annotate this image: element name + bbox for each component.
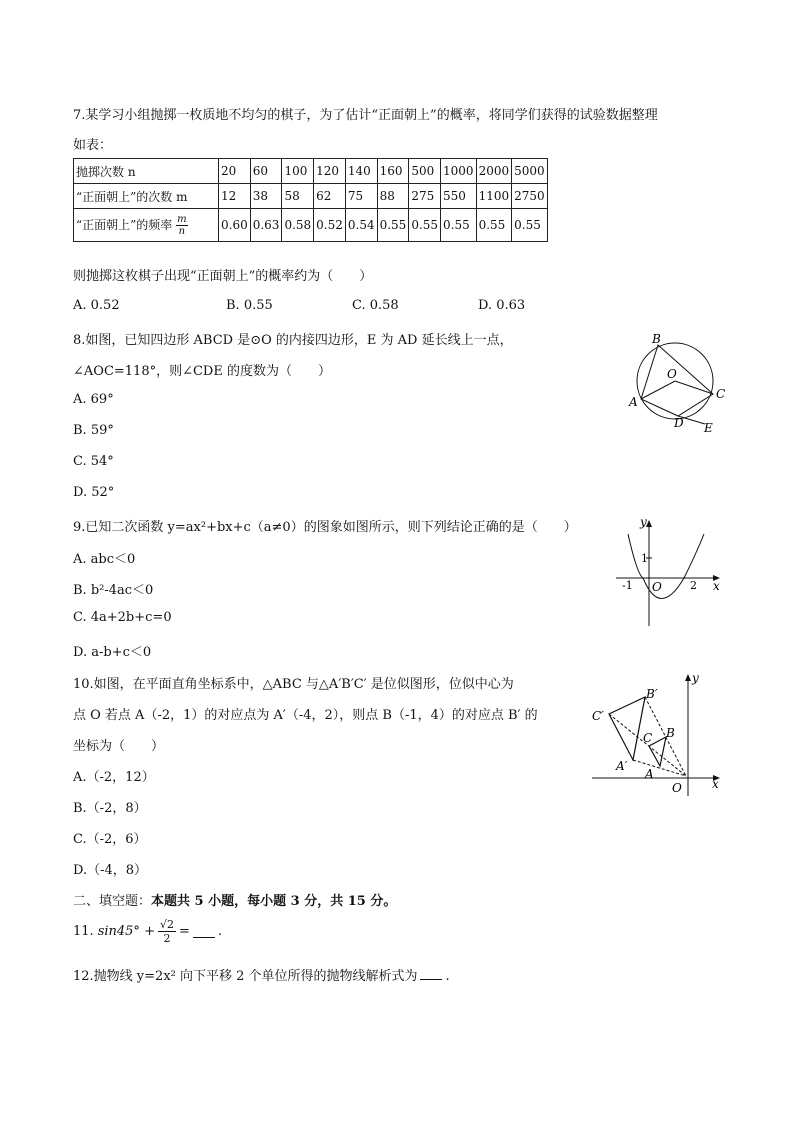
table-cell: 38 [250,184,282,209]
table-cell: 500 [409,159,441,184]
label-y: y [640,515,647,529]
q7-stem-line1: 7.某学习小组抛掷一枚质地不均匀的棋子，为了估计“正面朝上”的概率，将同学们获得的试验数据整理 [73,108,658,123]
q11-expression: sin45° + [97,924,155,939]
label-y: y [692,671,699,685]
q9-option-d: D. a-b+c＜0 [73,645,152,660]
table-row-frequency [74,209,548,242]
table-cell: 1000 [441,159,477,184]
table-cell: 88 [377,184,409,209]
row-label-throws: 抛掷次数 n [74,159,219,184]
table-cell: 0.63 [250,209,282,242]
label-e: E [704,421,713,435]
triangle-a-prime-b-prime-c-prime [609,697,645,760]
table-row-heads [74,184,548,209]
table-cell: 60 [250,159,282,184]
table-row-throws [74,159,548,184]
label-x: x [712,777,719,791]
label-b: B [652,332,661,346]
label-c-prime: C′ [592,709,604,723]
quadrilateral-abcd [641,345,713,416]
q11-fraction [158,918,176,945]
fraction-numerator: m [177,213,187,225]
row-label-frequency [74,209,219,242]
q12-end: . [445,969,450,984]
table-cell: 62 [314,184,346,209]
fraction-m-over-n [176,214,187,237]
q7-option-a: A. 0.52 [73,298,120,313]
q10-stem-line3: 坐标为（ ） [73,739,165,754]
table-cell: 12 [219,184,251,209]
q11-end: . [217,924,223,939]
table-cell: 2000 [476,159,512,184]
label-minus-one: -1 [622,579,633,592]
table-cell: 0.60 [219,209,251,242]
section-2-heading-prefix: 二、填空题： [73,894,152,909]
table-cell: 0.55 [377,209,409,242]
q8-circle-figure [620,328,730,436]
q7-stem-line2: 如表： [73,138,113,153]
q11-equals: = [178,924,190,939]
q11-prefix: 11. [73,924,94,939]
table-cell: 0.55 [512,209,548,242]
label-b: B [666,726,675,740]
label-b-prime: B′ [646,687,658,701]
label-c: C [716,387,726,401]
table-cell: 550 [441,184,477,209]
table-cell: 58 [282,184,314,209]
table-cell: 0.52 [314,209,346,242]
segment-oc [675,381,713,394]
q7-option-d: D. 0.63 [478,298,526,313]
table-cell: 0.54 [345,209,377,242]
table-cell: 0.55 [441,209,477,242]
q8-option-c: C. 54° [73,454,114,469]
label-one: 1 [641,552,648,565]
q9-option-a: A. abc＜0 [73,552,136,567]
table-cell: 0.55 [409,209,441,242]
q10-homothety-figure [588,670,726,800]
q7-option-c: C. 0.58 [352,298,399,313]
q8-stem-line1: 8.如图，已知四边形 ABCD 是⊙O 的内接四边形，E 为 AD 延长线上一点， [73,333,513,348]
label-o: O [667,367,677,381]
ray-o-a-prime [633,760,686,776]
q9-option-c: C. 4a+2b+c=0 [73,610,172,625]
table-cell: 120 [314,159,346,184]
q11-fraction-numerator: √2 [159,918,174,931]
frequency-label-text: “正面朝上”的频率 [76,217,173,232]
table-cell: 140 [345,159,377,184]
q9-stem: 9.已知二次函数 y=ax²+bx+c（a≠0）的图象如图所示，则下列结论正确的是（ ） [73,520,577,535]
table-cell: 0.58 [282,209,314,242]
table-cell: 160 [377,159,409,184]
q8-stem-line2: ∠AOC=118°，则∠CDE 的度数为（ ） [73,364,331,379]
q10-option-a: A.（-2，12） [73,770,155,785]
table-cell: 75 [345,184,377,209]
label-a-prime: A′ [616,759,628,773]
fraction-denominator: n [178,225,186,237]
q11 [73,918,222,945]
table-cell: 5000 [512,159,548,184]
y-axis-arrow [685,674,691,681]
section-2-heading [73,890,396,909]
q12 [73,965,450,984]
q10-stem-line1: 10.如图，在平面直角坐标系中，△ABC 与△A′B′C′ 是位似图形，位似中心为 [73,677,514,692]
q12-text: 12.抛物线 y=2x² 向下平移 2 个单位所得的抛物线解析式为 [73,969,418,984]
label-o: O [672,781,682,795]
table-cell: 275 [409,184,441,209]
table-cell: 0.55 [476,209,512,242]
label-d: D [674,416,684,430]
label-a: A [645,767,654,781]
table-cell: 20 [219,159,251,184]
q11-answer-blank[interactable] [193,925,215,938]
q12-answer-blank[interactable] [420,967,442,980]
label-o: O [652,580,662,594]
row-label-heads: “正面朝上”的次数 m [74,184,219,209]
y-axis-arrow [646,520,652,527]
q9-option-b: B. b²-4ac＜0 [73,583,154,598]
q8-option-a: A. 69° [73,392,114,407]
q7-data-table [73,158,548,242]
table-cell: 1100 [476,184,512,209]
table-cell: 2750 [512,184,548,209]
table-cell: 100 [282,159,314,184]
label-a: A [629,395,638,409]
label-c: C [643,731,653,745]
q10-stem-line2: 点 O 若点 A（-2，1）的对应点为 A′（-4，2），则点 B（-1，4）的对应点 B′ 的 [73,708,538,723]
q11-fraction-denominator: 2 [163,932,171,945]
q9-parabola-figure [612,514,724,626]
q10-option-b: B.（-2，8） [73,801,147,816]
q7-question: 则抛掷这枚棋子出现“正面朝上”的概率约为（ ） [73,269,373,284]
q8-option-d: D. 52° [73,485,115,500]
q10-option-c: C.（-2，6） [73,832,147,847]
label-x: x [713,579,720,593]
section-2-heading-rest: 本题共 5 小题，每小题 3 分，共 15 分。 [151,894,397,909]
q7-option-b: B. 0.55 [226,298,273,313]
q10-option-d: D.（-4，8） [73,863,148,878]
q8-option-b: B. 59° [73,423,114,438]
label-two: 2 [690,579,697,592]
